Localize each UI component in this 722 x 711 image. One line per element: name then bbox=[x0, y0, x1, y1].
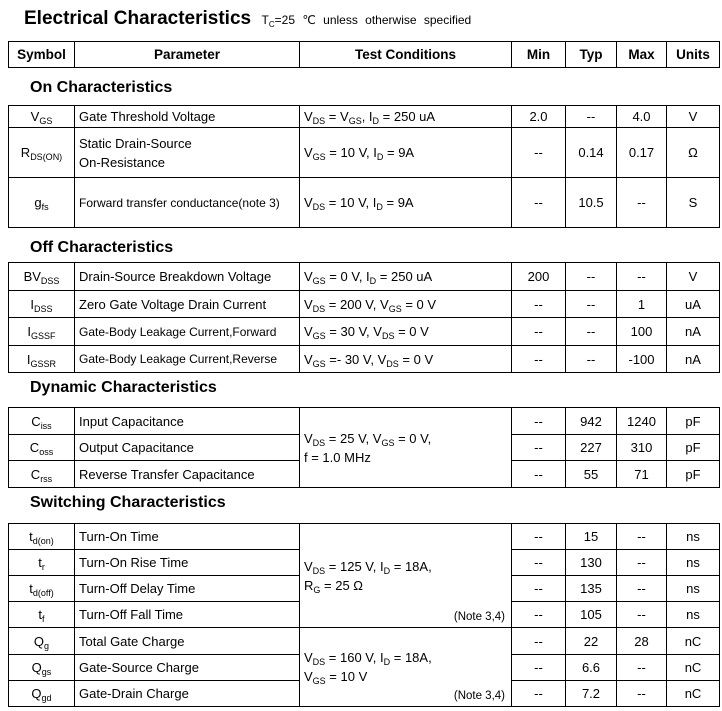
typ-cell: 130 bbox=[566, 550, 617, 576]
table-row bbox=[9, 318, 720, 346]
min-cell: -- bbox=[512, 128, 566, 178]
symbol-cell: $t_{d(on)}$ bbox=[9, 524, 75, 550]
typ-cell: 0.14 bbox=[566, 128, 617, 178]
unit-cell: nC bbox=[667, 681, 720, 707]
min-cell: -- bbox=[512, 655, 566, 681]
typ-cell: 6.6 bbox=[566, 655, 617, 681]
min-cell: -- bbox=[512, 318, 566, 346]
symbol-cell: $I_{DSS}$ bbox=[9, 291, 75, 318]
symbol-cell: $Q_{gd}$ bbox=[9, 681, 75, 707]
parameter-cell: Static Drain-Source On-Resistance bbox=[75, 128, 300, 178]
max-cell: -100 bbox=[617, 346, 667, 373]
note-reference: (Note 3,4) bbox=[453, 611, 505, 623]
unit-cell: nC bbox=[667, 655, 720, 681]
header-max: Max bbox=[617, 42, 667, 68]
electrical-characteristics-heading bbox=[24, 8, 471, 30]
min-cell: -- bbox=[512, 408, 566, 435]
min-cell: -- bbox=[512, 602, 566, 628]
condition-line: $V_{DS} = V_{GS}$, $I_D = 250$ uA bbox=[304, 109, 436, 126]
min-cell: -- bbox=[512, 524, 566, 550]
unit-cell: ns bbox=[667, 576, 720, 602]
test-condition-cell bbox=[300, 346, 512, 373]
max-cell: 28 bbox=[617, 628, 667, 655]
parameter-cell: Gate-Body Leakage Current,Reverse bbox=[75, 346, 300, 373]
symbol-cell: $g_{fs}$ bbox=[9, 178, 75, 228]
unit-cell: pF bbox=[667, 461, 720, 488]
symbol-cell: $t_f$ bbox=[9, 602, 75, 628]
header-min: Min bbox=[512, 42, 566, 68]
symbol-cell: $BV_{DSS}$ bbox=[9, 263, 75, 291]
max-cell: -- bbox=[617, 681, 667, 707]
symbol-cell: $C_{iss}$ bbox=[9, 408, 75, 435]
symbol-cell: $t_r$ bbox=[9, 550, 75, 576]
parameter-cell: Gate-Drain Charge bbox=[75, 681, 300, 707]
column-header-row bbox=[9, 42, 720, 68]
parameter-cell: Gate-Source Charge bbox=[75, 655, 300, 681]
section-title: Dynamic Characteristics bbox=[30, 379, 217, 396]
unit-cell: nC bbox=[667, 628, 720, 655]
parameter-cell: Forward transfer conductance(note 3) bbox=[75, 178, 300, 228]
table-row bbox=[9, 263, 720, 291]
max-cell: 310 bbox=[617, 435, 667, 461]
parameter-cell: Output Capacitance bbox=[75, 435, 300, 461]
condition-line: $V_{GS} = 30$ V, $V_{DS} = 0$ V bbox=[304, 324, 429, 341]
condition-line: $V_{GS} =- 30$ V, $V_{DS} = 0$ V bbox=[304, 351, 434, 369]
typ-cell: 105 bbox=[566, 602, 617, 628]
unit-cell: ns bbox=[667, 550, 720, 576]
typ-cell: 15 bbox=[566, 524, 617, 550]
max-cell: -- bbox=[617, 263, 667, 291]
test-condition-cell bbox=[300, 291, 512, 318]
test-condition-cell bbox=[300, 128, 512, 178]
parameter-cell: Turn-Off Delay Time bbox=[75, 576, 300, 602]
column-header-table bbox=[8, 41, 720, 68]
typ-cell: 227 bbox=[566, 435, 617, 461]
unit-cell: V bbox=[667, 106, 720, 128]
table-row bbox=[9, 628, 720, 655]
unit-cell: ns bbox=[667, 524, 720, 550]
max-cell: 1240 bbox=[617, 408, 667, 435]
max-cell: -- bbox=[617, 178, 667, 228]
symbol-cell: $I_{GSSF}$ bbox=[9, 318, 75, 346]
note-reference: (Note 3,4) bbox=[453, 690, 505, 702]
test-condition-note: $T_C=25$ ℃ unless otherwise specified bbox=[261, 13, 472, 29]
symbol-cell: $R_{DS(ON)}$ bbox=[9, 128, 75, 178]
typ-cell: 135 bbox=[566, 576, 617, 602]
table-row bbox=[9, 524, 720, 550]
unit-cell: uA bbox=[667, 291, 720, 318]
condition-line: $V_{GS} = 0$ V, $I_D = 250$ uA bbox=[304, 269, 433, 286]
test-condition-cell bbox=[300, 178, 512, 228]
symbol-cell: $I_{GSSR}$ bbox=[9, 346, 75, 373]
parameter-cell: Gate Threshold Voltage bbox=[75, 106, 300, 128]
unit-cell: Ω bbox=[667, 128, 720, 178]
section-table bbox=[8, 262, 720, 373]
max-cell: -- bbox=[617, 524, 667, 550]
condition-line: $V_{DS} = 200$ V, $V_{GS} = 0$ V bbox=[304, 296, 437, 314]
condition-line: $V_{DS} = 25$ V, $V_{GS} = 0$ V, bbox=[304, 430, 432, 448]
typ-cell: -- bbox=[566, 291, 617, 318]
typ-cell: -- bbox=[566, 318, 617, 346]
max-cell: 100 bbox=[617, 318, 667, 346]
table-row bbox=[9, 408, 720, 435]
page-title: Electrical Characteristics bbox=[24, 8, 252, 29]
condition-line: $V_{GS} = 10$ V bbox=[304, 669, 368, 686]
condition-line: $V_{DS} = 10$ V, $I_D = 9A$ bbox=[304, 195, 414, 212]
symbol-cell: $t_{d(off)}$ bbox=[9, 576, 75, 602]
test-condition-cell bbox=[300, 628, 512, 707]
min-cell: -- bbox=[512, 178, 566, 228]
unit-cell: ns bbox=[667, 602, 720, 628]
min-cell: -- bbox=[512, 435, 566, 461]
unit-cell: nA bbox=[667, 346, 720, 373]
typ-cell: 942 bbox=[566, 408, 617, 435]
min-cell: -- bbox=[512, 346, 566, 373]
typ-cell: 22 bbox=[566, 628, 617, 655]
parameter-cell: Drain-Source Breakdown Voltage bbox=[75, 263, 300, 291]
parameter-cell: Turn-On Time bbox=[75, 524, 300, 550]
unit-cell: V bbox=[667, 263, 720, 291]
condition-line: $V_{GS} = 10$ V, $I_D = 9A$ bbox=[304, 145, 415, 162]
symbol-cell: $C_{rss}$ bbox=[9, 461, 75, 488]
max-cell: 1 bbox=[617, 291, 667, 318]
section-title: On Characteristics bbox=[30, 79, 173, 96]
typ-cell: -- bbox=[566, 346, 617, 373]
max-cell: 4.0 bbox=[617, 106, 667, 128]
condition-line: $V_{DS} = 125$ V, $I_D = 18A$, bbox=[304, 558, 432, 576]
unit-cell: S bbox=[667, 178, 720, 228]
section-table bbox=[8, 523, 720, 707]
parameter-cell: Zero Gate Voltage Drain Current bbox=[75, 291, 300, 318]
test-condition-cell bbox=[300, 524, 512, 628]
unit-cell: nA bbox=[667, 318, 720, 346]
condition-line: $V_{DS} = 160$ V, $I_D = 18A$, bbox=[304, 650, 432, 667]
min-cell: -- bbox=[512, 291, 566, 318]
min-cell: -- bbox=[512, 681, 566, 707]
section-table bbox=[8, 105, 720, 228]
symbol-cell: $C_{oss}$ bbox=[9, 435, 75, 461]
parameter-cell: Total Gate Charge bbox=[75, 628, 300, 655]
max-cell: 0.17 bbox=[617, 128, 667, 178]
min-cell: 2.0 bbox=[512, 106, 566, 128]
test-condition-cell bbox=[300, 263, 512, 291]
min-cell: 200 bbox=[512, 263, 566, 291]
max-cell: -- bbox=[617, 655, 667, 681]
table-row bbox=[9, 178, 720, 228]
min-cell: -- bbox=[512, 550, 566, 576]
max-cell: -- bbox=[617, 550, 667, 576]
table-row bbox=[9, 128, 720, 178]
condition-line: $R_G = 25$ Ω bbox=[304, 577, 364, 595]
table-row bbox=[9, 106, 720, 128]
parameter-cell: Turn-Off Fall Time bbox=[75, 602, 300, 628]
test-condition-cell bbox=[300, 318, 512, 346]
test-condition-cell bbox=[300, 408, 512, 488]
min-cell: -- bbox=[512, 461, 566, 488]
typ-cell: 10.5 bbox=[566, 178, 617, 228]
symbol-cell: $Q_{gs}$ bbox=[9, 655, 75, 681]
min-cell: -- bbox=[512, 576, 566, 602]
parameter-cell: Reverse Transfer Capacitance bbox=[75, 461, 300, 488]
test-condition-cell bbox=[300, 106, 512, 128]
typ-cell: 7.2 bbox=[566, 681, 617, 707]
typ-cell: 55 bbox=[566, 461, 617, 488]
max-cell: 71 bbox=[617, 461, 667, 488]
typ-cell: -- bbox=[566, 263, 617, 291]
parameter-cell: Gate-Body Leakage Current,Forward bbox=[75, 318, 300, 346]
table-row bbox=[9, 291, 720, 318]
unit-cell: pF bbox=[667, 408, 720, 435]
parameter-cell: Turn-On Rise Time bbox=[75, 550, 300, 576]
parameter-cell: Input Capacitance bbox=[75, 408, 300, 435]
header-units: Units bbox=[667, 42, 720, 68]
symbol-cell: $V_{GS}$ bbox=[9, 106, 75, 128]
section-title: Off Characteristics bbox=[30, 239, 174, 256]
min-cell: -- bbox=[512, 628, 566, 655]
condition-line: f = 1.0 MHz bbox=[304, 449, 371, 465]
unit-cell: pF bbox=[667, 435, 720, 461]
header-symbol: Symbol bbox=[9, 42, 75, 68]
max-cell: -- bbox=[617, 602, 667, 628]
table-row bbox=[9, 346, 720, 373]
header-typ: Typ bbox=[566, 42, 617, 68]
section-title: Switching Characteristics bbox=[30, 494, 226, 511]
section-table bbox=[8, 407, 720, 488]
header-test-conditions: Test Conditions bbox=[300, 42, 512, 68]
max-cell: -- bbox=[617, 576, 667, 602]
header-parameter: Parameter bbox=[75, 42, 300, 68]
typ-cell: -- bbox=[566, 106, 617, 128]
symbol-cell: $Q_g$ bbox=[9, 628, 75, 655]
